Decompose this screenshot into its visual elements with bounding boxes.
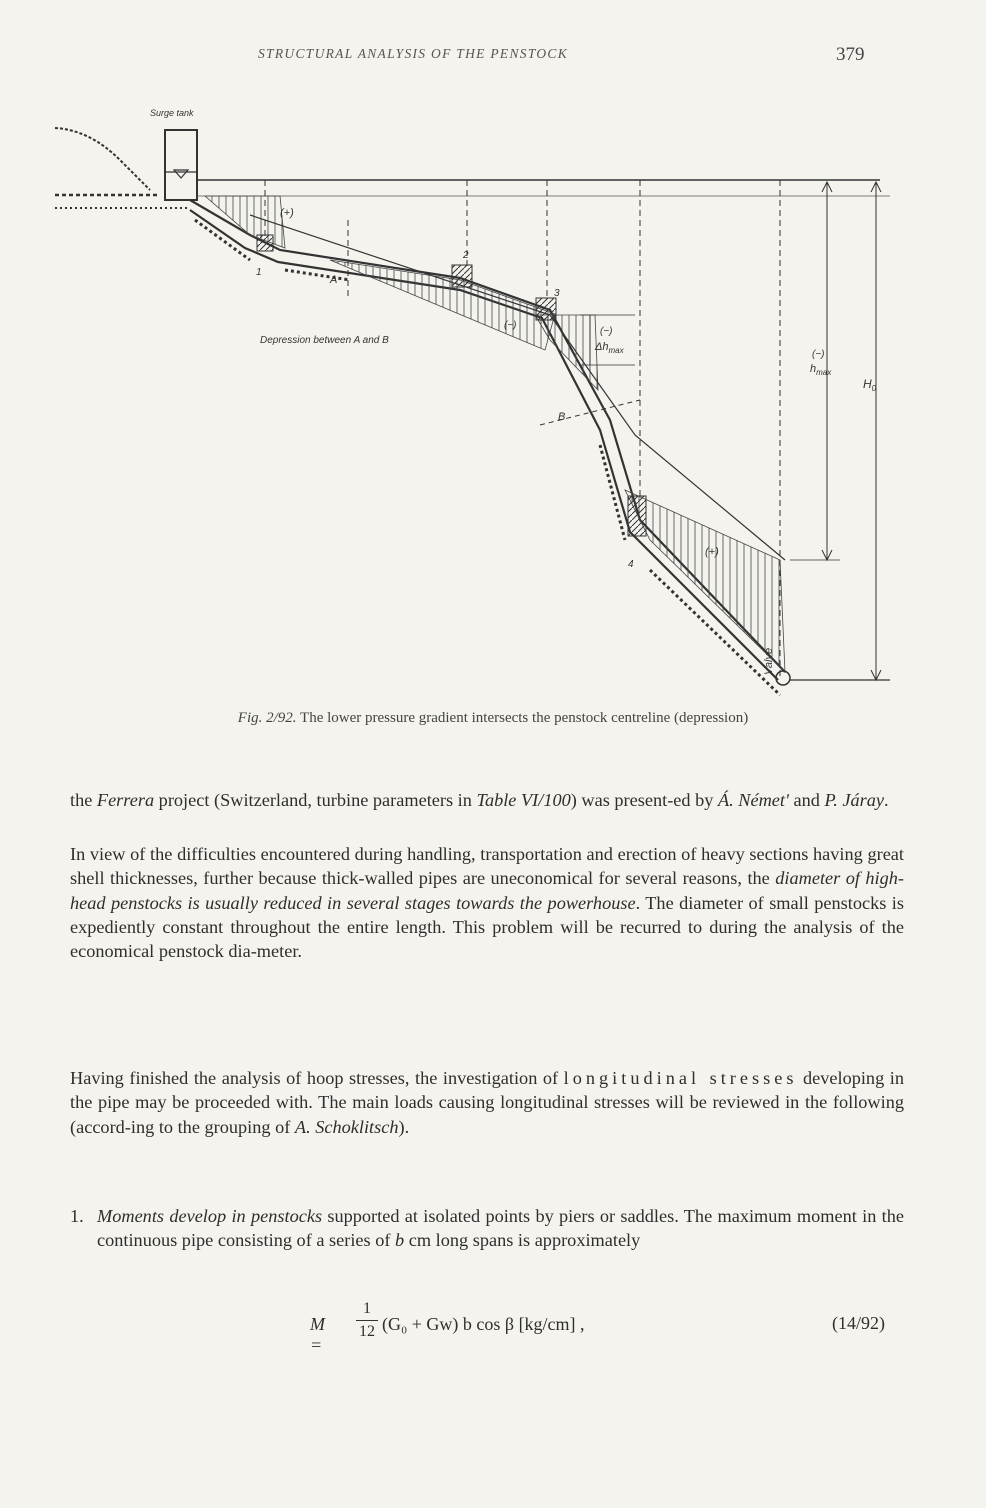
label-point-B: B <box>558 411 566 423</box>
label-point-1: 1 <box>256 267 262 278</box>
penstock-pipe-upper <box>190 200 785 672</box>
pressure-gradient-line <box>250 215 785 560</box>
penstock-figure <box>50 100 910 700</box>
caption-label: Fig. 2/92. <box>237 710 297 726</box>
formula-lhs: M = <box>310 1314 325 1355</box>
label-valve: Valve <box>763 647 775 675</box>
label-h0: $H_0$ <box>863 377 877 393</box>
page-header <box>0 44 986 74</box>
label-point-A: A <box>330 274 338 286</box>
positive-pressure-region-lower <box>625 490 785 672</box>
paragraph-2: In view of the difficulties encountered during handling, transportation and erection of heavy sections having great shell thicknesses, further because thick-walled pipes are uneconomical for several reasons, the diameter of high-head penstocks is usually reduced in several stages towards the powerhouse. The diameter of small penstocks is expediently constant throughout the entire length. This problem will be recurred to during the analysis of the economical penstock dia-meter. <box>70 844 905 962</box>
label-dh: $\Delta h_{max}$ <box>595 341 624 355</box>
label-plus-upper: (+) <box>280 207 294 219</box>
caption-text: The lower pressure gradient intersects the penstock centreline (depression) <box>296 710 749 726</box>
surge-tank-label: Surge tank <box>150 108 194 118</box>
figure-caption <box>0 710 986 727</box>
page-number: 379 <box>836 44 865 65</box>
negative-pressure-region-b <box>535 315 598 390</box>
paragraph-1: the Ferrera project (Switzerland, turbine parameters in Table VI/100) was present-ed by Á. Németʹ and P. Járay. <box>70 790 889 810</box>
label-point-3: 3 <box>554 288 560 299</box>
equation-number: (14/92) <box>832 1313 885 1333</box>
depression-note: Depression between A and B <box>260 335 389 346</box>
label-minus-mid: (−) <box>504 320 517 331</box>
surge-tank <box>165 130 197 200</box>
label-h-sign: (−) <box>812 349 825 360</box>
label-plus-lower: (+) <box>705 546 719 558</box>
water-level-marker <box>174 170 188 178</box>
formula-rhs: (G₀ + Gw) b cos β [kg/cm] , <box>382 1314 585 1334</box>
anchor-2 <box>452 265 472 287</box>
list-item-number: 1. <box>70 1206 84 1226</box>
label-h-max: $h_{max}$ <box>810 363 832 377</box>
label-point-2: 2 <box>463 250 469 261</box>
valve-symbol <box>776 671 790 685</box>
anchor-3 <box>536 298 556 320</box>
label-dh-sign: (−) <box>600 326 613 337</box>
formula-fraction: 1 12 <box>356 1300 378 1341</box>
terrain-left <box>55 128 150 190</box>
anchor-4 <box>628 496 646 536</box>
penstock-diagram <box>50 100 910 700</box>
anchor-1 <box>257 235 273 251</box>
paragraph-3: Having finished the analysis of hoop stresses, the investigation of longitudinal stresses developing in the pipe may be proceeded with. The main loads causing longitudinal stresses will be reviewed in the following (accord-ing to the grouping of A. Schoklitsch). <box>70 1068 904 1137</box>
label-point-4: 4 <box>628 559 634 570</box>
running-title: STRUCTURAL ANALYSIS OF THE PENSTOCK <box>258 46 569 61</box>
list-item-text: Moments develop in penstocks supported at isolated points by piers or saddles. The maximum moment in the continuous pipe consisting of a series of b cm long spans is approximately <box>97 1206 904 1251</box>
